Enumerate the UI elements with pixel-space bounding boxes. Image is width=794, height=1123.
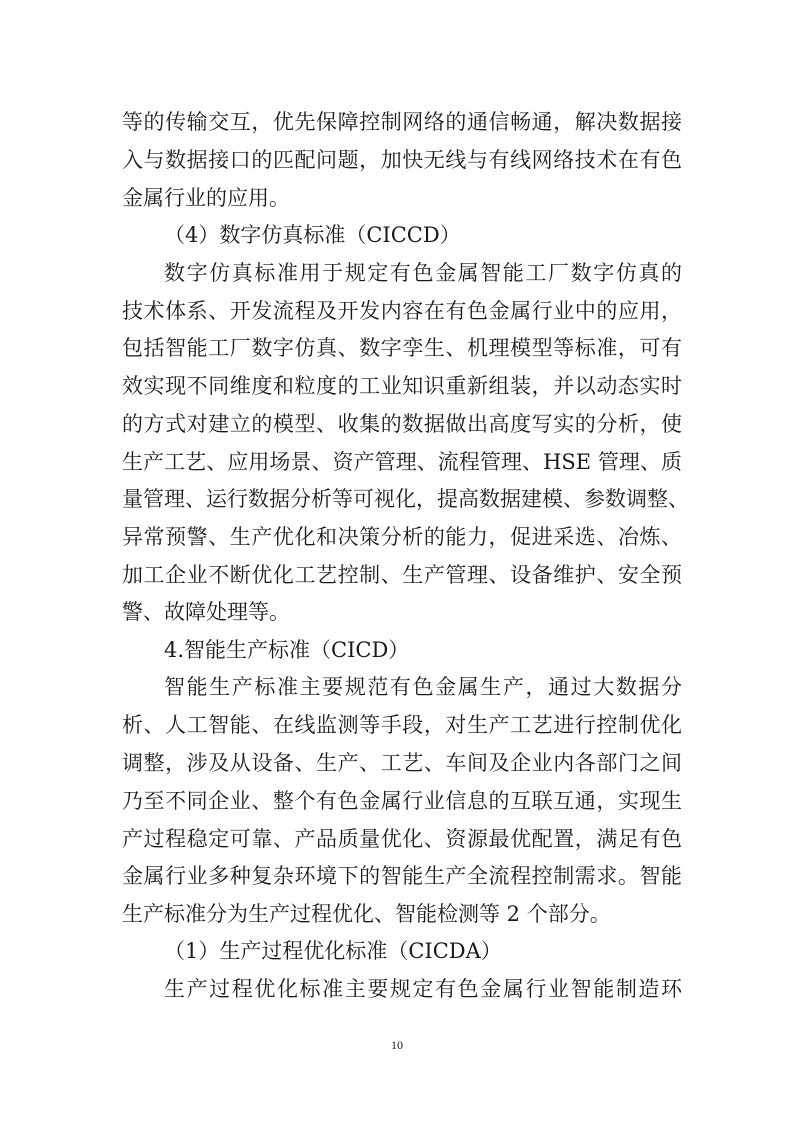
body-text-line: 产过程稳定可靠、产品质量优化、资源最优配置，满足有色 [122, 827, 682, 851]
page-number: 10 [391, 1038, 403, 1052]
body-text-line: 智能生产标准主要规范有色金属生产，通过大数据分 [164, 675, 682, 699]
body-text-line: 包括智能工厂数字仿真、数字孪生、机理模型等标准，可有 [122, 336, 682, 360]
body-text-line: 生产标准分为生产过程优化、智能检测等 2 个部分。 [122, 902, 611, 926]
body-text-line: 技术体系、开发流程及开发内容在有色金属行业中的应用， [122, 299, 682, 323]
body-text-line: 等的传输交互，优先保障控制网络的通信畅通，解决数据接 [122, 110, 682, 134]
body-text-line: 生产过程优化标准主要规定有色金属行业智能制造环 [164, 977, 682, 1001]
body-text-line: 加工企业不断优化工艺控制、生产管理、设备维护、安全预 [122, 563, 682, 587]
body-text-line: 乃至不同企业、整个有色金属行业信息的互联互通，实现生 [122, 789, 682, 813]
body-text-line: 金属行业的应用。 [122, 186, 290, 210]
body-text-line: 数字仿真标准用于规定有色金属智能工厂数字仿真的 [164, 261, 682, 285]
body-text-line: 效实现不同维度和粒度的工业知识重新组装，并以动态实时 [122, 374, 682, 398]
section-heading: （4）数字仿真标准（CICCD） [164, 223, 461, 247]
body-text-line: 调整，涉及从设备、生产、工艺、车间及企业内各部门之间 [122, 751, 682, 775]
section-heading: （1）生产过程优化标准（CICDA） [164, 939, 502, 963]
body-text-line: 警、故障处理等。 [122, 600, 290, 624]
body-text-line: 量管理、运行数据分析等可视化，提高数据建模、参数调整、 [122, 487, 689, 511]
body-text-line: 析、人工智能、在线监测等手段，对生产工艺进行控制优化 [122, 713, 682, 737]
section-heading: 4.智能生产标准（CICD） [164, 638, 410, 662]
body-text-line: 生产工艺、应用场景、资产管理、流程管理、HSE 管理、质 [122, 450, 682, 474]
body-text-line: 金属行业多种复杂环境下的智能生产全流程控制需求。智能 [122, 864, 682, 888]
body-text-line: 异常预警、生产优化和决策分析的能力，促进采选、冶炼、 [122, 525, 682, 549]
body-text-line: 的方式对建立的模型、收集的数据做出高度写实的分析，使 [122, 412, 682, 436]
body-text-line: 入与数据接口的匹配问题，加快无线与有线网络技术在有色 [122, 148, 682, 172]
